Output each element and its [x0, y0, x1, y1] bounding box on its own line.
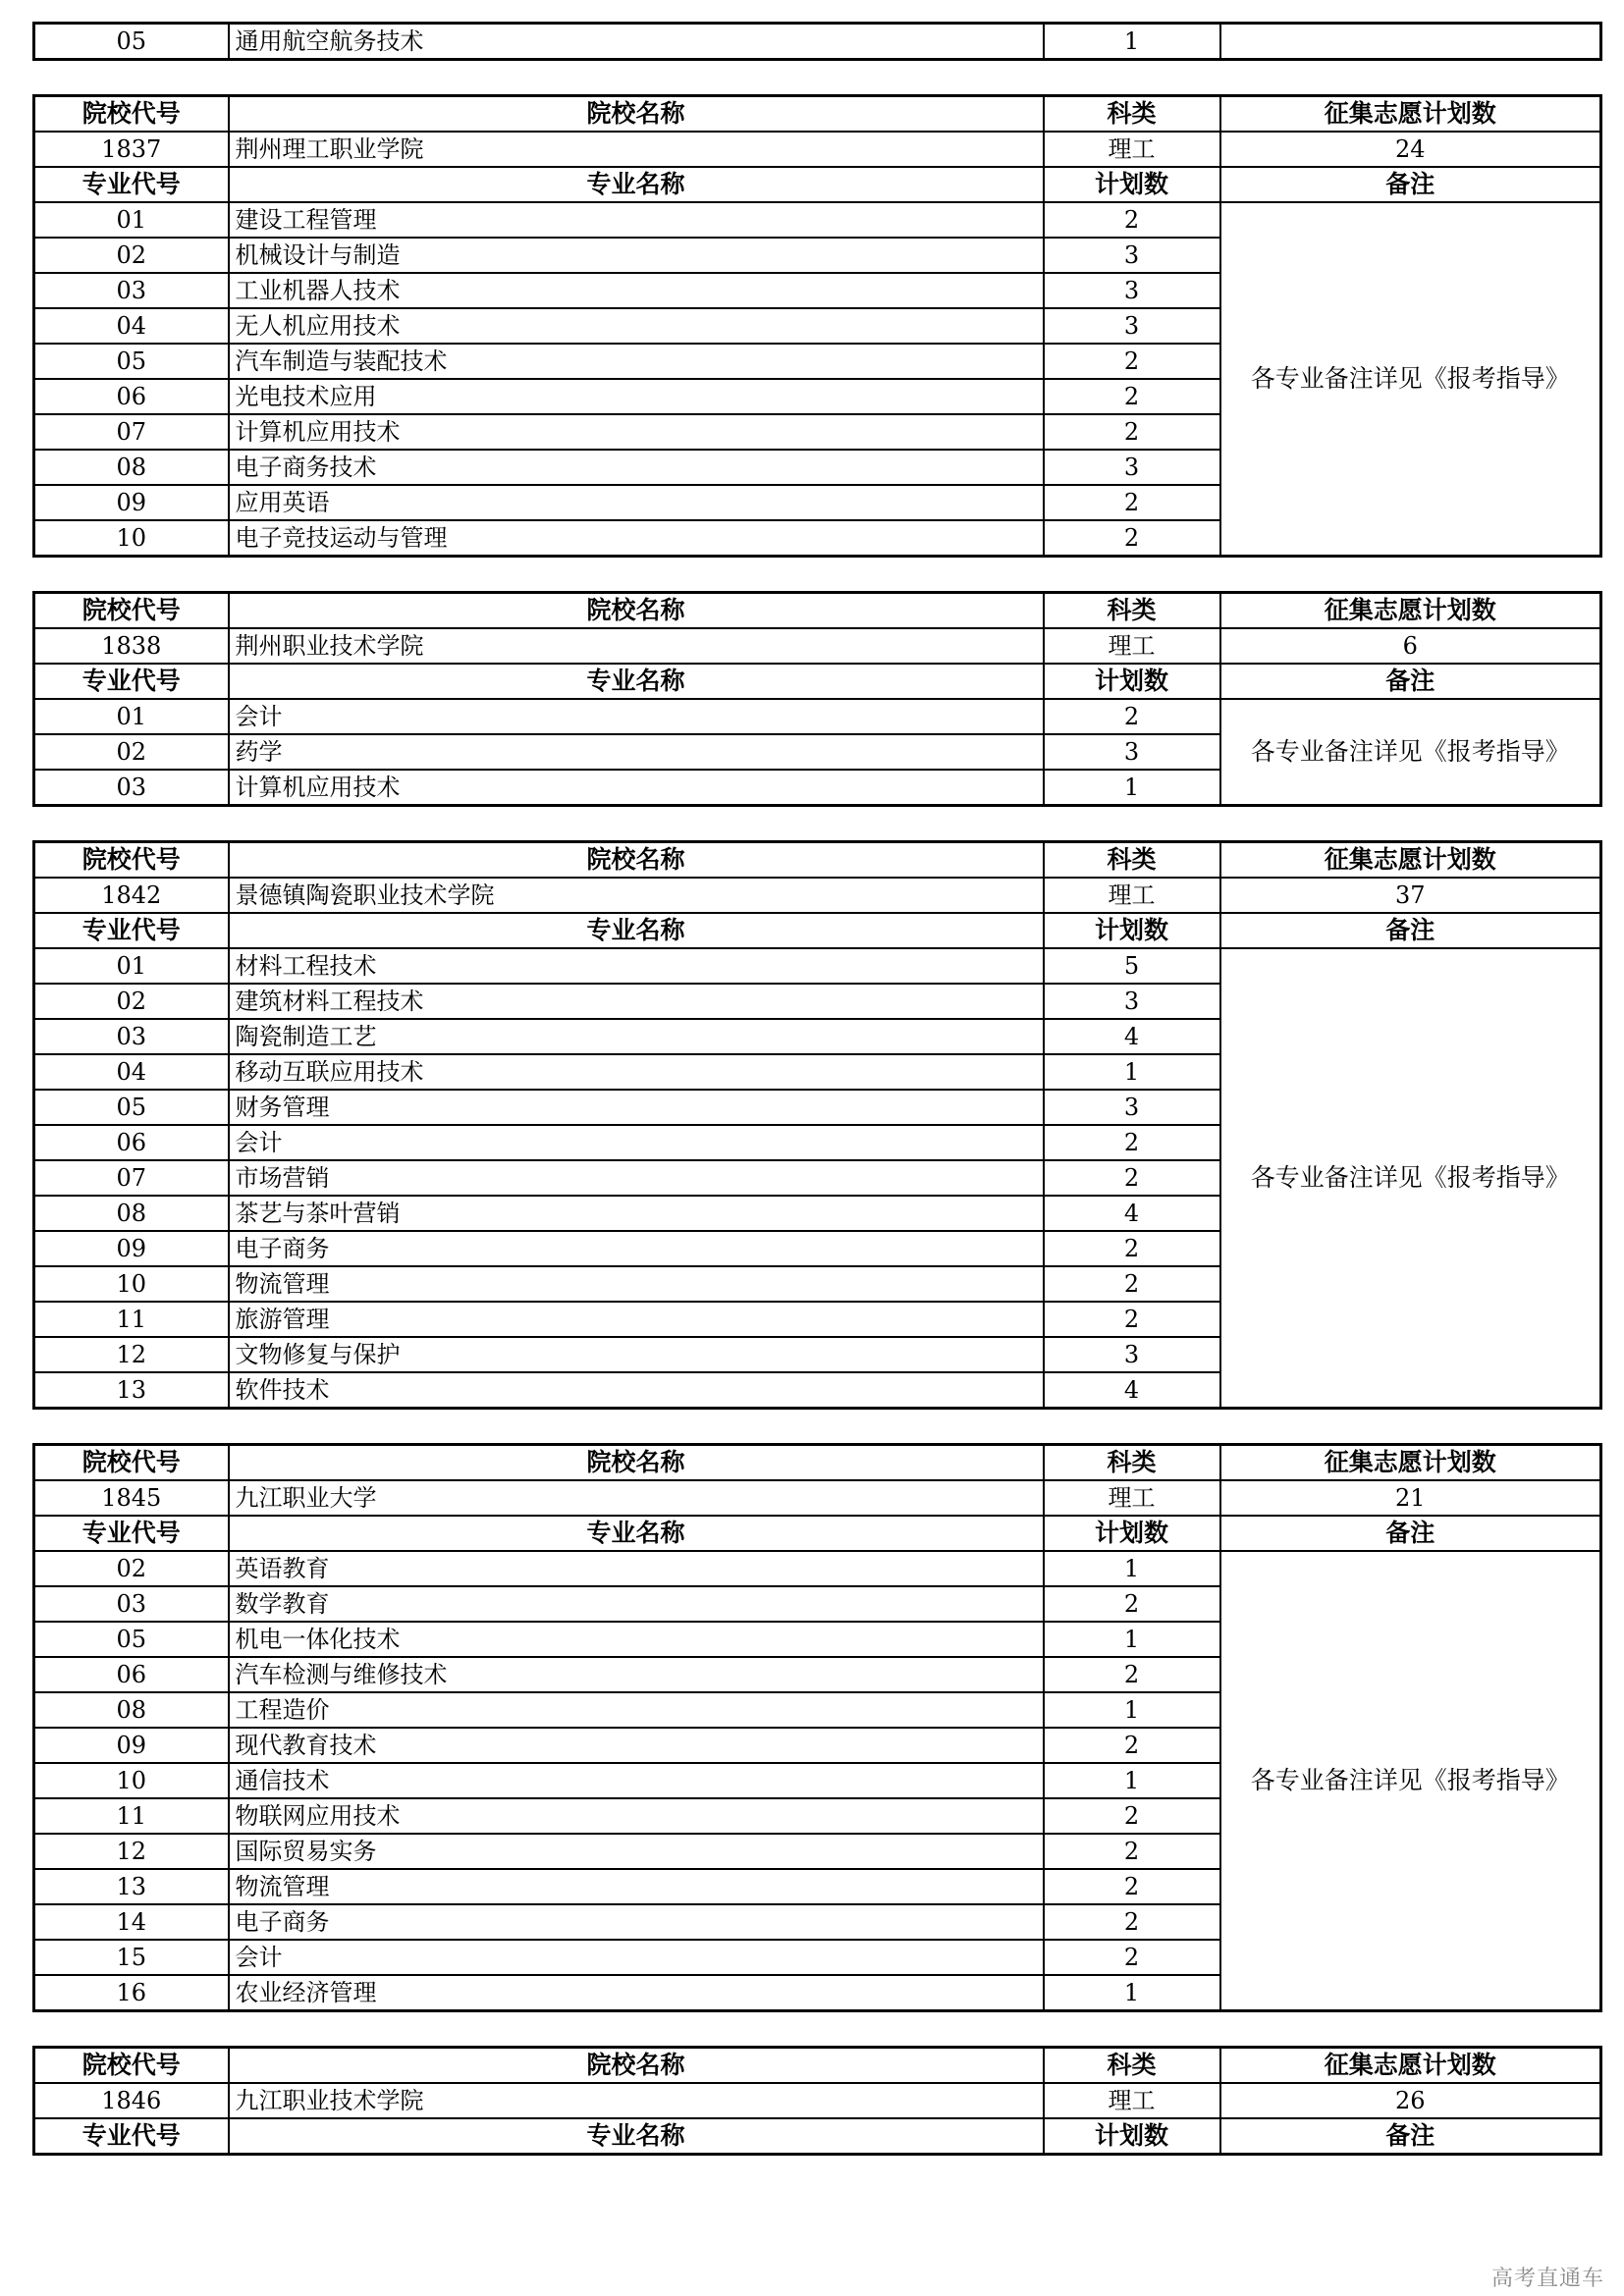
header-plan-count: 计划数 [1044, 167, 1220, 202]
major-name: 电子商务 [229, 1231, 1044, 1266]
major-plan-count: 2 [1044, 1302, 1220, 1337]
major-name: 电子商务技术 [229, 450, 1044, 485]
header-note: 备注 [1220, 1516, 1601, 1551]
major-name: 工程造价 [229, 1692, 1044, 1728]
major-note: 各专业备注详见《报考指导》 [1220, 202, 1601, 557]
major-plan-count: 1 [1044, 24, 1220, 60]
major-name: 数学教育 [229, 1586, 1044, 1622]
header-major-name: 专业名称 [229, 2118, 1044, 2155]
header-category: 科类 [1044, 96, 1220, 133]
major-note: 各专业备注详见《报考指导》 [1220, 699, 1601, 806]
header-school-name: 院校名称 [229, 96, 1044, 133]
header-school-name: 院校名称 [229, 2048, 1044, 2084]
school-plan-total: 6 [1220, 628, 1601, 664]
school-name: 景德镇陶瓷职业技术学院 [229, 878, 1044, 913]
major-plan-count: 2 [1044, 1834, 1220, 1869]
school-table [32, 591, 1602, 807]
major-header-row [34, 167, 1601, 202]
major-code: 06 [34, 1657, 229, 1692]
major-code: 10 [34, 1763, 229, 1798]
major-code: 11 [34, 1798, 229, 1834]
major-code: 03 [34, 1019, 229, 1054]
major-plan-count: 2 [1044, 1940, 1220, 1975]
major-plan-count: 3 [1044, 450, 1220, 485]
major-code: 03 [34, 770, 229, 806]
major-plan-count: 2 [1044, 1125, 1220, 1160]
header-plan-count: 计划数 [1044, 2118, 1220, 2155]
header-note: 备注 [1220, 167, 1601, 202]
major-code: 02 [34, 238, 229, 273]
major-plan-count: 3 [1044, 734, 1220, 770]
school-plan-total: 21 [1220, 1480, 1601, 1516]
header-plan-total: 征集志愿计划数 [1220, 96, 1601, 133]
major-code: 01 [34, 202, 229, 238]
major-code: 13 [34, 1869, 229, 1904]
table-row [34, 948, 1601, 984]
major-plan-count: 1 [1044, 1551, 1220, 1586]
major-plan-count: 2 [1044, 1798, 1220, 1834]
major-name: 工业机器人技术 [229, 273, 1044, 308]
major-name: 通信技术 [229, 1763, 1044, 1798]
table-row [34, 24, 1601, 60]
school-name: 荆州职业技术学院 [229, 628, 1044, 664]
school-table [32, 840, 1602, 1410]
major-name: 应用英语 [229, 485, 1044, 520]
major-code: 03 [34, 273, 229, 308]
major-plan-count: 1 [1044, 1692, 1220, 1728]
major-code: 06 [34, 379, 229, 414]
header-category: 科类 [1044, 593, 1220, 629]
major-name: 会计 [229, 1125, 1044, 1160]
major-name: 陶瓷制造工艺 [229, 1019, 1044, 1054]
major-plan-count: 2 [1044, 344, 1220, 379]
major-code: 13 [34, 1372, 229, 1409]
major-code: 09 [34, 1728, 229, 1763]
major-code: 05 [34, 1090, 229, 1125]
major-name: 国际贸易实务 [229, 1834, 1044, 1869]
major-plan-count: 2 [1044, 1266, 1220, 1302]
major-plan-count: 2 [1044, 1657, 1220, 1692]
major-code: 16 [34, 1975, 229, 2011]
major-code: 03 [34, 1586, 229, 1622]
major-name: 材料工程技术 [229, 948, 1044, 984]
header-major-code: 专业代号 [34, 167, 229, 202]
major-name: 会计 [229, 1940, 1044, 1975]
major-name: 旅游管理 [229, 1302, 1044, 1337]
school-code: 1837 [34, 132, 229, 167]
major-note: 各专业备注详见《报考指导》 [1220, 1551, 1601, 2011]
major-plan-count: 3 [1044, 308, 1220, 344]
major-plan-count: 2 [1044, 414, 1220, 450]
school-code: 1845 [34, 1480, 229, 1516]
major-code: 09 [34, 1231, 229, 1266]
school-plan-total: 24 [1220, 132, 1601, 167]
header-major-code: 专业代号 [34, 2118, 229, 2155]
major-code: 01 [34, 699, 229, 734]
header-major-name: 专业名称 [229, 913, 1044, 948]
school-header-row [34, 593, 1601, 629]
major-code: 01 [34, 948, 229, 984]
header-note: 备注 [1220, 2118, 1601, 2155]
major-name: 会计 [229, 699, 1044, 734]
major-plan-count: 2 [1044, 1586, 1220, 1622]
major-plan-count: 4 [1044, 1019, 1220, 1054]
header-school-name: 院校名称 [229, 842, 1044, 879]
major-header-row [34, 2118, 1601, 2155]
major-plan-count: 2 [1044, 1231, 1220, 1266]
major-header-row [34, 664, 1601, 699]
header-plan-count: 计划数 [1044, 664, 1220, 699]
major-plan-count: 1 [1044, 770, 1220, 806]
major-plan-count: 2 [1044, 520, 1220, 557]
watermark: 高考直通车 [1490, 2267, 1604, 2291]
header-note: 备注 [1220, 913, 1601, 948]
school-plan-total: 26 [1220, 2083, 1601, 2118]
major-note: 各专业备注详见《报考指导》 [1220, 948, 1601, 1409]
major-header-row [34, 1516, 1601, 1551]
school-blocks [32, 61, 1599, 2156]
school-header-row [34, 1445, 1601, 1481]
major-name: 建设工程管理 [229, 202, 1044, 238]
school-code: 1838 [34, 628, 229, 664]
header-category: 科类 [1044, 1445, 1220, 1481]
major-code: 04 [34, 308, 229, 344]
major-header-row [34, 913, 1601, 948]
header-school-code: 院校代号 [34, 842, 229, 879]
school-name: 九江职业技术学院 [229, 2083, 1044, 2118]
major-code: 09 [34, 485, 229, 520]
major-code: 15 [34, 1940, 229, 1975]
header-school-name: 院校名称 [229, 593, 1044, 629]
header-category: 科类 [1044, 2048, 1220, 2084]
major-code: 12 [34, 1834, 229, 1869]
major-plan-count: 4 [1044, 1372, 1220, 1409]
major-plan-count: 3 [1044, 273, 1220, 308]
major-code: 02 [34, 734, 229, 770]
major-code: 14 [34, 1904, 229, 1940]
major-plan-count: 5 [1044, 948, 1220, 984]
major-code: 07 [34, 414, 229, 450]
table-row [34, 1551, 1601, 1586]
header-major-code: 专业代号 [34, 1516, 229, 1551]
major-code: 04 [34, 1054, 229, 1090]
header-plan-count: 计划数 [1044, 1516, 1220, 1551]
major-name: 汽车制造与装配技术 [229, 344, 1044, 379]
major-plan-count: 1 [1044, 1054, 1220, 1090]
header-school-code: 院校代号 [34, 1445, 229, 1481]
school-header-row [34, 96, 1601, 133]
header-school-code: 院校代号 [34, 593, 229, 629]
major-code: 02 [34, 984, 229, 1019]
major-code: 06 [34, 1125, 229, 1160]
header-major-name: 专业名称 [229, 1516, 1044, 1551]
header-major-code: 专业代号 [34, 913, 229, 948]
major-name: 汽车检测与维修技术 [229, 1657, 1044, 1692]
major-name: 物流管理 [229, 1869, 1044, 1904]
major-name: 财务管理 [229, 1090, 1044, 1125]
school-info-row [34, 1480, 1601, 1516]
major-plan-count: 3 [1044, 1090, 1220, 1125]
school-category: 理工 [1044, 628, 1220, 664]
major-code: 11 [34, 1302, 229, 1337]
major-code: 12 [34, 1337, 229, 1372]
school-category: 理工 [1044, 132, 1220, 167]
note-cell [1220, 24, 1601, 60]
school-table [32, 2046, 1602, 2156]
school-name: 九江职业大学 [229, 1480, 1044, 1516]
major-plan-count: 2 [1044, 1904, 1220, 1940]
header-plan-total: 征集志愿计划数 [1220, 842, 1601, 879]
major-plan-count: 1 [1044, 1622, 1220, 1657]
major-code: 05 [34, 344, 229, 379]
major-code: 08 [34, 1692, 229, 1728]
major-plan-count: 2 [1044, 1160, 1220, 1196]
major-code: 10 [34, 520, 229, 557]
major-plan-count: 2 [1044, 485, 1220, 520]
major-name: 现代教育技术 [229, 1728, 1044, 1763]
school-info-row [34, 628, 1601, 664]
school-category: 理工 [1044, 1480, 1220, 1516]
header-category: 科类 [1044, 842, 1220, 879]
major-name: 物联网应用技术 [229, 1798, 1044, 1834]
major-code: 05 [34, 1622, 229, 1657]
school-name: 荆州理工职业学院 [229, 132, 1044, 167]
major-plan-count: 2 [1044, 379, 1220, 414]
school-code: 1842 [34, 878, 229, 913]
header-plan-total: 征集志愿计划数 [1220, 2048, 1601, 2084]
major-code: 05 [34, 24, 229, 60]
school-code: 1846 [34, 2083, 229, 2118]
header-major-code: 专业代号 [34, 664, 229, 699]
major-plan-count: 2 [1044, 699, 1220, 734]
school-category: 理工 [1044, 878, 1220, 913]
major-name: 计算机应用技术 [229, 770, 1044, 806]
major-name: 光电技术应用 [229, 379, 1044, 414]
major-name: 计算机应用技术 [229, 414, 1044, 450]
major-name: 市场营销 [229, 1160, 1044, 1196]
major-name: 文物修复与保护 [229, 1337, 1044, 1372]
header-school-name: 院校名称 [229, 1445, 1044, 1481]
school-info-row [34, 878, 1601, 913]
major-name: 电子商务 [229, 1904, 1044, 1940]
major-code: 02 [34, 1551, 229, 1586]
header-school-code: 院校代号 [34, 96, 229, 133]
major-plan-count: 1 [1044, 1975, 1220, 2011]
major-name: 建筑材料工程技术 [229, 984, 1044, 1019]
major-name: 通用航空航务技术 [229, 24, 1044, 60]
header-major-name: 专业名称 [229, 664, 1044, 699]
major-plan-count: 4 [1044, 1196, 1220, 1231]
major-name: 英语教育 [229, 1551, 1044, 1586]
major-name: 药学 [229, 734, 1044, 770]
major-code: 10 [34, 1266, 229, 1302]
school-category: 理工 [1044, 2083, 1220, 2118]
school-header-row [34, 842, 1601, 879]
header-plan-total: 征集志愿计划数 [1220, 593, 1601, 629]
major-name: 无人机应用技术 [229, 308, 1044, 344]
major-plan-count: 3 [1044, 1337, 1220, 1372]
major-name: 农业经济管理 [229, 1975, 1044, 2011]
school-table [32, 1443, 1602, 2012]
school-header-row [34, 2048, 1601, 2084]
header-plan-count: 计划数 [1044, 913, 1220, 948]
major-name: 电子竞技运动与管理 [229, 520, 1044, 557]
table-row [34, 202, 1601, 238]
major-plan-count: 3 [1044, 238, 1220, 273]
header-school-code: 院校代号 [34, 2048, 229, 2084]
major-name: 机械设计与制造 [229, 238, 1044, 273]
top-fragment-table [32, 22, 1602, 61]
header-major-name: 专业名称 [229, 167, 1044, 202]
school-info-row [34, 132, 1601, 167]
major-name: 移动互联应用技术 [229, 1054, 1044, 1090]
major-name: 机电一体化技术 [229, 1622, 1044, 1657]
major-code: 08 [34, 1196, 229, 1231]
major-plan-count: 1 [1044, 1763, 1220, 1798]
major-plan-count: 2 [1044, 202, 1220, 238]
major-name: 软件技术 [229, 1372, 1044, 1409]
major-code: 08 [34, 450, 229, 485]
major-name: 茶艺与茶叶营销 [229, 1196, 1044, 1231]
header-plan-total: 征集志愿计划数 [1220, 1445, 1601, 1481]
major-plan-count: 2 [1044, 1728, 1220, 1763]
header-note: 备注 [1220, 664, 1601, 699]
major-name: 物流管理 [229, 1266, 1044, 1302]
major-code: 07 [34, 1160, 229, 1196]
major-plan-count: 3 [1044, 984, 1220, 1019]
school-info-row [34, 2083, 1601, 2118]
document [32, 0, 1599, 2156]
major-plan-count: 2 [1044, 1869, 1220, 1904]
table-row [34, 699, 1601, 734]
school-table [32, 94, 1602, 558]
school-plan-total: 37 [1220, 878, 1601, 913]
